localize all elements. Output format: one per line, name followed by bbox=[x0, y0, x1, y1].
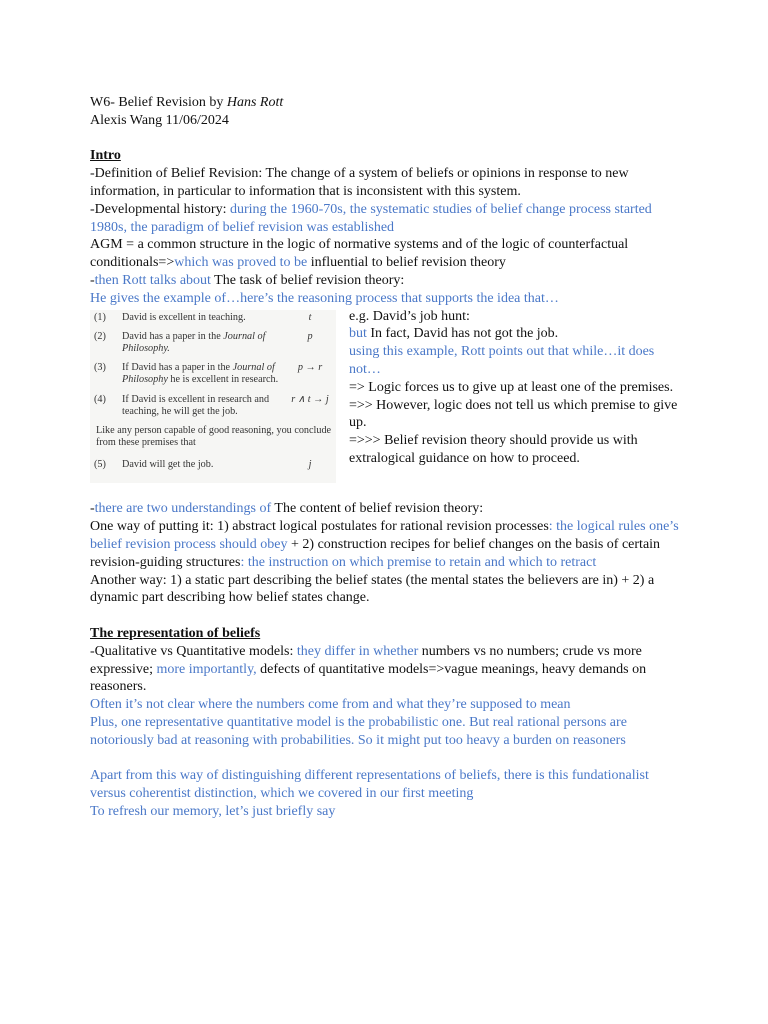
refresh-text: To refresh our memory, let’s just briefly say bbox=[90, 803, 336, 819]
one-way-text: One way of putting it: 1) abstract logical postulates for rational revision processes: the logical rules one’s belief revision process should obey + 2) construction recipes for belief changes on the basis of certain revision-guiding structures: the instruction on which premise to retain and which to retract bbox=[90, 519, 679, 570]
definition-text: -Definition of Belief Revision: The change of a system of beliefs or opinions in response to new information, in particular to information that is inconsistent with this system. bbox=[90, 166, 629, 199]
logic-line-1: => Logic forces us to give up at least one of the premises. bbox=[349, 379, 674, 395]
byline: Alexis Wang 11/06/2024 bbox=[90, 112, 229, 128]
dev-history: -Developmental history: during the 1960-70s, the systematic studies of belief change process started bbox=[90, 201, 652, 217]
premise-1: (1) David is excellent in teaching. t bbox=[94, 311, 312, 323]
figure-row bbox=[90, 308, 682, 483]
premise-4: (4) If David is excellent in research and teaching, he will get the job. r ∧ t → j bbox=[94, 393, 329, 417]
paradigm-text: 1980s, the paradigm of belief revision was established bbox=[90, 219, 395, 235]
often-text: Often it’s not clear where the numbers come from and what they’re supposed to mean bbox=[90, 697, 571, 713]
intro-heading: Intro bbox=[90, 148, 121, 164]
premise-3: (3) If David has a paper in the Journal of Philosophy he is excellent in research. p → r bbox=[94, 362, 323, 386]
apart-text: Apart from this way of distinguishing different representations of beliefs, there is this fundationalist versus coherentist distinction, which we covered in our first meeting bbox=[90, 768, 649, 802]
logic-line-2: =>> However, logic does not tell us which premise to give up. bbox=[349, 397, 678, 431]
another-way-text: Another way: 1) a static part describing the belief states (the mental states the believers are in) + 2) a dynamic part describing how belief states change. bbox=[90, 572, 655, 606]
plus-text: Plus, one representative quantitative model is the probabilistic one. But real rational persons are notoriously bad at reasoning with probabilities. So it might put too heavy a burden on reasoners bbox=[90, 714, 627, 748]
side-notes bbox=[349, 308, 682, 468]
author-name: Hans Rott bbox=[226, 95, 284, 110]
conclusion: (5) David will get the job. j bbox=[94, 459, 312, 471]
reasoning-figure bbox=[90, 310, 336, 483]
agm-text: AGM = a common structure in the logic of normative systems and of the logic of counterfactual conditionals=>which was proved to be influential to belief revision theory bbox=[90, 237, 629, 271]
document-page bbox=[90, 94, 682, 821]
qual-quant-text: -Qualitative vs Quantitative models: they differ in whether numbers vs no numbers; crude vs more expressive; more importantly, defects of quantitative models=>vague meanings, heavy demands on reasoners. bbox=[90, 643, 647, 695]
premise-2: (2) David has a paper in the Journal of Philosophy. p bbox=[94, 330, 313, 354]
representation-heading: The representation of beliefs bbox=[90, 625, 261, 641]
example-line: He gives the example of…here’s the reasoning process that supports the idea that… bbox=[90, 290, 559, 306]
but-line: but In fact, David has not got the job. bbox=[349, 326, 559, 342]
content-heading-line: -there are two understandings of The content of belief revision theory: bbox=[90, 501, 484, 517]
eg-line: e.g. David’s job hunt: bbox=[349, 308, 470, 324]
using-line: using this example, Rott points out that while…it does not… bbox=[349, 344, 655, 377]
task-text: -then Rott talks about The task of belief revision theory: bbox=[90, 272, 405, 288]
logic-line-3: =>>> Belief revision theory should provide us with extralogical guidance on how to proceed. bbox=[349, 433, 638, 466]
doc-title: W6- Belief Revision by Hans Rott bbox=[90, 95, 284, 110]
figure-note: Like any person capable of good reasoning, you conclude from these premises that bbox=[96, 424, 332, 449]
